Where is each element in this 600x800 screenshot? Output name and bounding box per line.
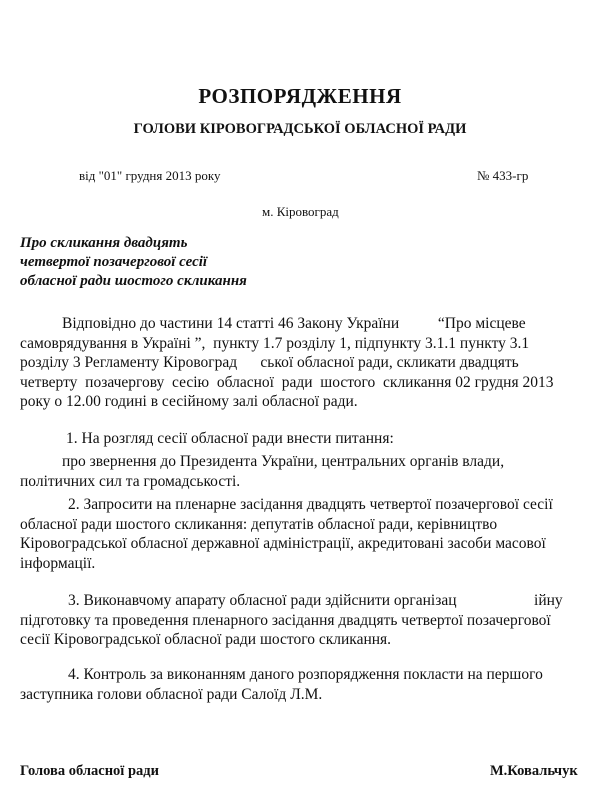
item-4 <box>20 665 592 704</box>
item-2-line: обласної ради шостого скликання: депутатів обласної ради, керівництво <box>20 515 498 533</box>
item-2-line: Кіровоградської обласної державної адміністрації, акредитовані засоби масової <box>20 535 546 552</box>
item-4-line: заступника голови обласної ради Салоїд Л.М. <box>20 685 323 703</box>
item-3-line: 3. Виконавчому апарату обласної ради здійснити організац ійну <box>68 592 563 609</box>
document-city: м. Кіровоград <box>262 204 339 219</box>
item-1-detail-line: політичних сил та громадськості. <box>20 472 241 490</box>
subject-line: обласної ради шостого скликання <box>20 273 247 289</box>
document-date: від "01" грудня 2013 року <box>79 168 221 183</box>
main-paragraph-line: самоврядування в Україні ”, пункту 1.7 розділу 1, підпункту 3.1.1 пункту 3.1 <box>20 334 530 352</box>
main-paragraph-line: четверту позачергову сесію обласної ради шостого скликання 02 грудня 2013 <box>20 373 554 391</box>
item-3 <box>20 591 592 650</box>
item-2-line: інформації. <box>20 554 96 572</box>
item-1-text: 1. На розгляд сесії обласної ради внести питання: <box>66 430 394 447</box>
main-paragraph-line: року о 12.00 годині в сесійному залі обласної ради. <box>20 393 358 410</box>
item-1-detail <box>20 452 592 491</box>
item-2 <box>20 495 592 573</box>
signature-name: М.Ковальчук <box>490 763 578 779</box>
main-paragraph-line: розділу 3 Регламенту Кіровоград ської обласної ради, скликати двадцять <box>20 354 519 371</box>
main-paragraph <box>20 314 592 412</box>
item-1 <box>20 429 592 449</box>
main-paragraph-line: Відповідно до частини 14 статті 46 Закону України “Про місцеве <box>62 315 526 332</box>
document-subject <box>20 234 340 291</box>
item-2-line: 2. Запросити на пленарне засідання двадцять четвертої позачергової сесії <box>68 496 553 513</box>
item-3-line: сесії Кіровоградської обласної ради шостого скликання. <box>20 631 392 648</box>
item-1-detail-line: про звернення до Президента України, центральних органів влади, <box>62 453 505 470</box>
item-3-line: підготовку та проведення пленарного засідання двадцять четвертої позачергової <box>20 611 551 629</box>
document-subtitle: ГОЛОВИ КІРОВОГРАДСЬКОЇ ОБЛАСНОЇ РАДИ <box>133 121 467 137</box>
document-title: РОЗПОРЯДЖЕННЯ <box>198 84 402 108</box>
document-number: № 433-гр <box>477 168 529 183</box>
item-4-line: 4. Контроль за виконанням даного розпорядження покласти на першого <box>68 666 543 683</box>
subject-line: Про скликання двадцять <box>20 235 188 251</box>
signature-title: Голова обласної ради <box>20 763 159 779</box>
subject-line: четвертої позачергової сесії <box>20 254 208 270</box>
